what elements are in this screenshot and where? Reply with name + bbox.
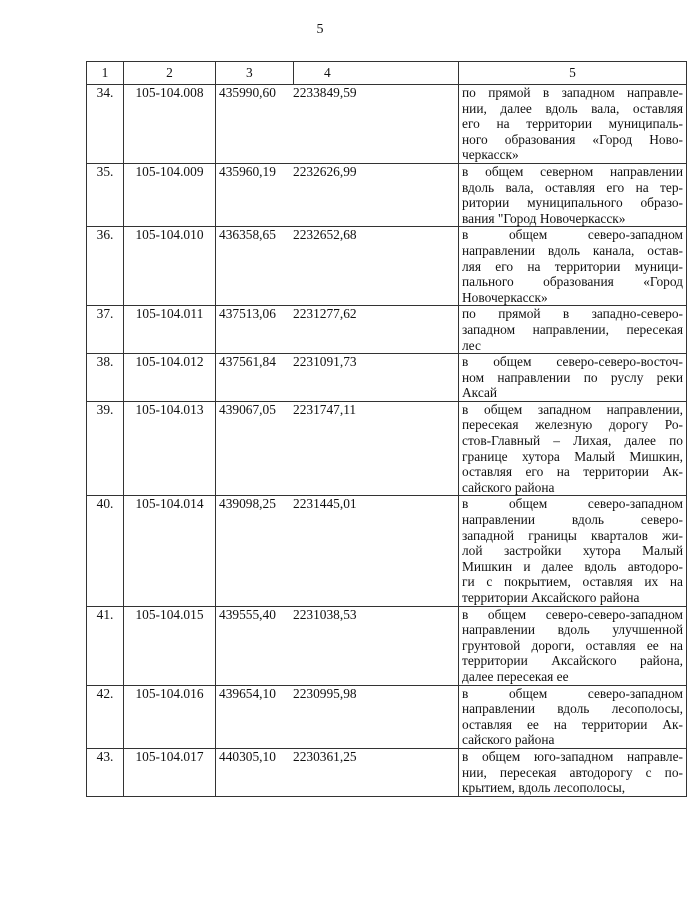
coordinate-x: 440305,10 bbox=[219, 748, 276, 764]
table-row bbox=[87, 606, 687, 685]
description-line: направлении вдоль улучшенной bbox=[462, 622, 683, 638]
description-line: крытием, вдоль лесополосы, bbox=[462, 780, 626, 796]
boundary-table bbox=[86, 61, 687, 797]
row-number: 38. bbox=[87, 354, 124, 402]
coordinate-x: 437561,84 bbox=[219, 354, 276, 370]
table-row bbox=[87, 306, 687, 354]
point-id: 105-104.017 bbox=[124, 748, 216, 796]
coordinate-x: 437513,06 bbox=[219, 306, 276, 322]
description-line: в общем северо-западном bbox=[462, 496, 683, 512]
row-number: 43. bbox=[87, 748, 124, 796]
coordinates-cell bbox=[216, 306, 459, 354]
description-line: лес bbox=[462, 337, 481, 353]
table-row bbox=[87, 685, 687, 748]
coordinates-cell bbox=[216, 354, 459, 402]
point-id: 105-104.015 bbox=[124, 606, 216, 685]
description-line: ного образования «Город Ново- bbox=[462, 131, 683, 147]
table-row bbox=[87, 748, 687, 796]
description-line: сайского района bbox=[462, 479, 555, 495]
coordinate-y: 2231445,01 bbox=[293, 496, 357, 512]
coordinate-y: 2232652,68 bbox=[293, 227, 357, 243]
coordinate-x: 439067,05 bbox=[219, 401, 276, 417]
coordinate-y: 2230361,25 bbox=[293, 748, 357, 764]
point-id: 105-104.008 bbox=[124, 85, 216, 164]
description-line: вания "Город Новочеркасск» bbox=[462, 210, 626, 226]
description-line: оставляя ее на территории Ак- bbox=[462, 716, 683, 732]
coordinate-y: 2233849,59 bbox=[293, 85, 357, 100]
description-line: вдоль вала, оставляя его на тер- bbox=[462, 179, 683, 195]
description-line: грунтовой дороги, оставляя ее на bbox=[462, 637, 683, 653]
table-row bbox=[87, 227, 687, 306]
description-line: в общем юго-западном направле- bbox=[462, 748, 683, 764]
coordinate-y: 2230995,98 bbox=[293, 685, 357, 701]
coordinate-x: 439098,25 bbox=[219, 496, 276, 512]
description-line: ги с покрытием, оставляя их на bbox=[462, 574, 683, 590]
coordinates-cell bbox=[216, 227, 459, 306]
description-line: в общем северном направлении bbox=[462, 163, 683, 179]
table-header-row bbox=[87, 62, 687, 85]
description-line: оставляя его на территории Ак- bbox=[462, 464, 683, 480]
description-line: направлении вдоль северо- bbox=[462, 512, 683, 528]
table-row bbox=[87, 85, 687, 164]
description-line: нии, пересекая автодорогу с по- bbox=[462, 764, 683, 780]
description-line: западном направлении, пересекая bbox=[462, 321, 683, 337]
description-line: нии, далее вдоль вала, оставляя bbox=[462, 100, 683, 116]
description-line: в общем западном направлении, bbox=[462, 401, 683, 417]
table-row bbox=[87, 163, 687, 226]
coordinates-cell bbox=[216, 163, 459, 226]
description-line: черкасск» bbox=[462, 147, 519, 163]
description-line: ляя его на территории муници- bbox=[462, 258, 683, 274]
boundary-description bbox=[459, 85, 687, 164]
description-line: Мишкин и далее вдоль автодоро- bbox=[462, 558, 683, 574]
coordinate-x: 439654,10 bbox=[219, 685, 276, 701]
column-header-1: 1 bbox=[87, 62, 124, 85]
description-line: лой застройки хутора Малый bbox=[462, 543, 683, 559]
description-line: в общем северо-западном bbox=[462, 685, 683, 701]
boundary-description bbox=[459, 401, 687, 496]
table-row bbox=[87, 401, 687, 496]
point-id: 105-104.013 bbox=[124, 401, 216, 496]
description-line: сайского района bbox=[462, 732, 555, 748]
description-line: пального образования «Город bbox=[462, 274, 683, 290]
coordinates-cell bbox=[216, 401, 459, 496]
boundary-description bbox=[459, 496, 687, 606]
boundary-description bbox=[459, 748, 687, 796]
row-number: 36. bbox=[87, 227, 124, 306]
coordinate-x: 436358,65 bbox=[219, 227, 276, 243]
description-line: далее пересекая ее bbox=[462, 668, 569, 684]
description-line: в общем северо-северо-восточ- bbox=[462, 354, 683, 370]
table-body bbox=[87, 85, 687, 797]
coordinates-cell bbox=[216, 685, 459, 748]
description-line: границе хутора Малый Мишкин, bbox=[462, 448, 683, 464]
description-line: в общем северо-северо-западном bbox=[462, 606, 683, 622]
row-number: 34. bbox=[87, 85, 124, 164]
point-id: 105-104.012 bbox=[124, 354, 216, 402]
row-number: 39. bbox=[87, 401, 124, 496]
column-header-3: 3 bbox=[216, 62, 294, 85]
description-line: территории Аксайского района bbox=[462, 590, 640, 605]
coordinate-y: 2231091,73 bbox=[293, 354, 357, 370]
coordinate-y: 2232626,99 bbox=[293, 163, 357, 179]
boundary-description bbox=[459, 163, 687, 226]
point-id: 105-104.014 bbox=[124, 496, 216, 606]
point-id: 105-104.009 bbox=[124, 163, 216, 226]
boundary-description bbox=[459, 606, 687, 685]
coordinate-y: 2231277,62 bbox=[293, 306, 357, 322]
description-line: пересекая железную дорогу Ро- bbox=[462, 417, 683, 433]
coordinate-x: 435960,19 bbox=[219, 163, 276, 179]
description-line: в общем северо-западном bbox=[462, 227, 683, 243]
description-line: по прямой в западно-северо- bbox=[462, 306, 683, 322]
description-line: стов-Главный – Лихая, далее по bbox=[462, 433, 683, 449]
row-number: 35. bbox=[87, 163, 124, 226]
point-id: 105-104.016 bbox=[124, 685, 216, 748]
description-line: Новочеркасск» bbox=[462, 289, 548, 305]
description-line: Аксай bbox=[462, 385, 498, 401]
table-row bbox=[87, 354, 687, 402]
coordinates-cell bbox=[216, 748, 459, 796]
boundary-description bbox=[459, 685, 687, 748]
coordinates-cell bbox=[216, 496, 459, 606]
row-number: 42. bbox=[87, 685, 124, 748]
coordinate-x: 439555,40 bbox=[219, 606, 276, 622]
column-header-4: 4 bbox=[294, 62, 459, 85]
boundary-description bbox=[459, 306, 687, 354]
point-id: 105-104.010 bbox=[124, 227, 216, 306]
coordinates-cell bbox=[216, 606, 459, 685]
coordinate-y: 2231747,11 bbox=[293, 401, 357, 417]
coordinate-y: 2231038,53 bbox=[293, 606, 357, 622]
boundary-description bbox=[459, 354, 687, 402]
description-line: западной границы кварталов жи- bbox=[462, 527, 683, 543]
description-line: территории Аксайского района, bbox=[462, 653, 683, 669]
column-header-5: 5 bbox=[459, 62, 687, 85]
row-number: 41. bbox=[87, 606, 124, 685]
row-number: 40. bbox=[87, 496, 124, 606]
coordinates-cell bbox=[216, 85, 459, 164]
description-line: ном направлении по руслу реки bbox=[462, 369, 683, 385]
description-line: ритории муниципального образо- bbox=[462, 195, 683, 211]
boundary-description bbox=[459, 227, 687, 306]
description-line: его на территории муниципаль- bbox=[462, 116, 683, 132]
description-line: по прямой в западном направле- bbox=[462, 85, 683, 100]
point-id: 105-104.011 bbox=[124, 306, 216, 354]
column-header-2: 2 bbox=[124, 62, 216, 85]
page-number: 5 bbox=[316, 22, 324, 37]
table-row bbox=[87, 496, 687, 606]
row-number: 37. bbox=[87, 306, 124, 354]
coordinate-x: 435990,60 bbox=[219, 85, 276, 100]
description-line: направлении вдоль лесополосы, bbox=[462, 701, 683, 717]
description-line: направлении вдоль канала, остав- bbox=[462, 242, 683, 258]
